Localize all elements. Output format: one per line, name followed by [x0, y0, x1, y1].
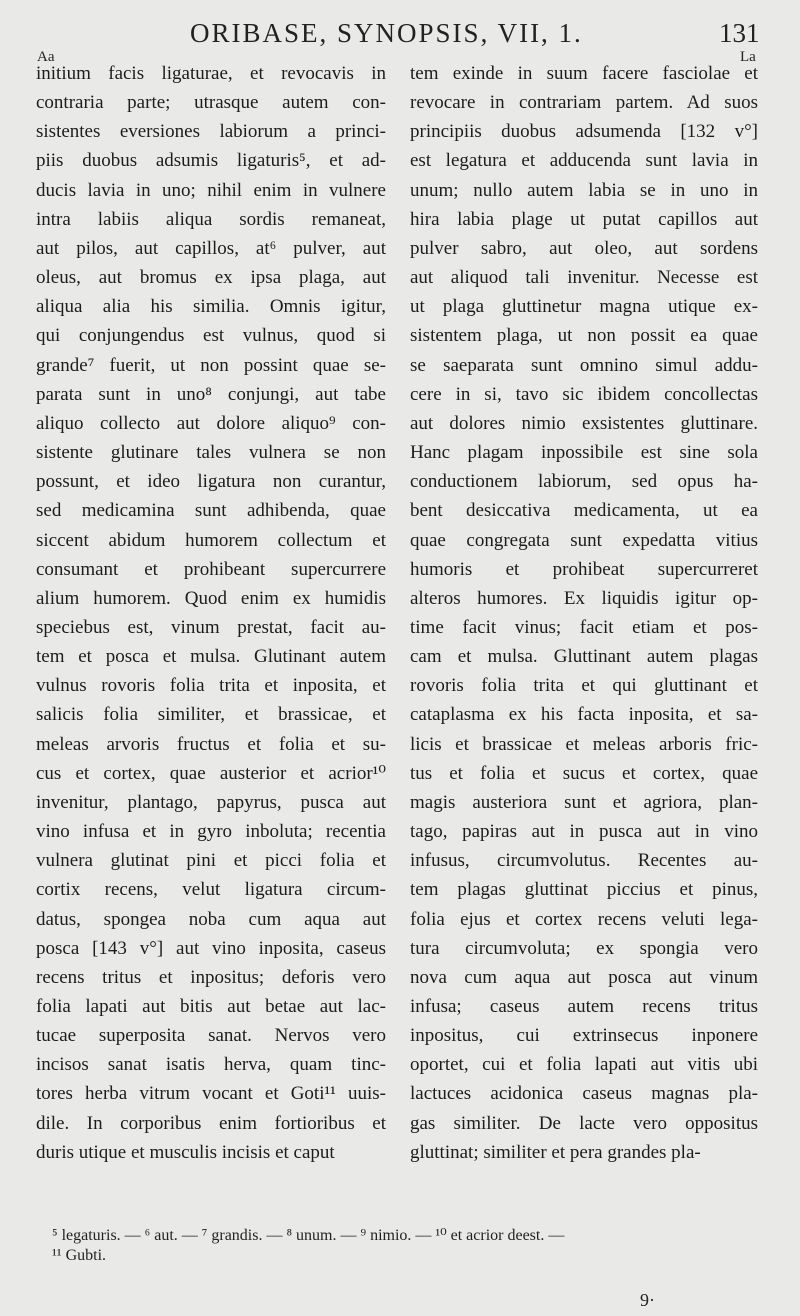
text-line: intra labiis aliqua sordis remaneat, [36, 208, 386, 230]
text-line: speciebus est, vinum prestat, facit au- [36, 616, 386, 638]
text-line: incisos sanat isatis herva, quam tinc- [36, 1054, 386, 1076]
text-line: time facit vinus; facit etiam et pos- [410, 616, 758, 638]
footnotes [52, 1226, 762, 1266]
text-line: nova cum aqua aut posca aut vinum [410, 966, 758, 988]
text-line: infusa; caseus autem recens tritus [410, 996, 758, 1017]
text-line: alteros humores. Ex liquidis igitur op- [410, 587, 758, 609]
right-text-column [410, 59, 758, 1167]
text-line: tores herba vitrum vocant et Goti¹¹ uuis- [36, 1083, 386, 1105]
text-line: folia lapati aut bitis aut betae aut lac- [36, 996, 386, 1017]
text-line: grande⁷ fuerit, ut non possint quae se- [36, 354, 386, 376]
text-line: hira labia plage ut putat capillos aut [410, 208, 758, 230]
footnote-line: ⁵ legaturis. — ⁶ aut. — ⁷ grandis. — ⁸ unum. — ⁹ nimio. — ¹⁰ et acrior deest. — [52, 1227, 565, 1244]
text-line: parata sunt in uno⁸ conjungi, aut tabe [36, 383, 386, 405]
text-line: tura circumvoluta; ex spongia vero [410, 937, 758, 959]
text-line: est legatura et adducenda sunt lavia in [410, 150, 758, 172]
page-number: 131 [719, 18, 760, 48]
text-line: aliquo collecto aut dolore aliquo⁹ con- [36, 412, 386, 434]
text-line: tago, papiras aut in pusca aut in vino [410, 821, 758, 843]
text-line: cus et cortex, quae austerior et acrior¹⁰ [36, 762, 386, 784]
text-line: vulnera glutinat pini et picci folia et [36, 850, 386, 872]
text-line: principiis duobus adsumenda [132 v°] [410, 121, 758, 143]
right-column-marker: La [740, 49, 756, 65]
text-line: quae congregata sunt expedatta vitius [410, 529, 758, 551]
text-line: tem plagas gluttinat piccius et pinus, [410, 879, 758, 901]
footnote-line: ¹¹ Gubti. [52, 1247, 107, 1264]
text-line: infusus, circumvolutus. Recentes au- [410, 850, 758, 872]
left-column-marker: Aa [37, 49, 55, 65]
text-line: possunt, et ideo ligatura non curantur, [36, 471, 386, 493]
text-line: aut dolores nimio exsistentes gluttinare. [410, 412, 758, 434]
text-line: salicis folia similiter, et brassicae, et [36, 704, 386, 726]
text-line: bent desiccativa medicamenta, ut ea [410, 500, 758, 522]
text-line: aliqua alia his similia. Omnis igitur, [36, 296, 386, 318]
text-line: datus, spongea noba cum aqua aut [36, 908, 386, 930]
text-line: ut plaga gluttinetur magna utique ex- [410, 296, 758, 318]
text-line: cortix recens, velut ligatura circum- [36, 879, 386, 901]
text-line: gas similiter. De lacte vero oppositus [410, 1112, 758, 1134]
text-line: folia ejus et cortex recens veluti lega- [410, 908, 758, 930]
text-line: alium humorem. Quod enim ex humidis [36, 587, 386, 609]
text-line: invenitur, plantago, papyrus, pusca aut [36, 791, 386, 813]
text-line: tucae superposita sanat. Nervos vero [36, 1025, 386, 1047]
text-line: humoris et prohibeat supercurreret [410, 558, 758, 580]
text-line: tem et posca et mulsa. Glutinant autem [36, 646, 386, 668]
text-line: conductionem labiorum, sed opus ha- [410, 471, 758, 493]
text-line: ducis lavia in uno; nihil enim in vulnere [36, 179, 386, 201]
text-line: tus et folia et sucus et cortex, quae [410, 762, 758, 784]
text-line: oportet, cui et folia lapati aut vitis ubi [410, 1054, 758, 1076]
text-line: sistentem plaga, ut non possit ea quae [410, 325, 758, 347]
text-line: rovoris folia trita et qui gluttinant et [410, 675, 758, 697]
text-line: vino infusa et in gyro inboluta; recentia [36, 821, 386, 843]
text-line: siccent abidum humorem collectum et [36, 529, 386, 551]
text-line: meleas arvoris fructus et folia et su- [36, 733, 386, 755]
text-line: licis et brassicae et meleas arboris fric- [410, 733, 758, 755]
text-line: posca [143 v°] aut vino inposita, caseus [36, 937, 386, 959]
text-line: piis duobus adsumis ligaturis⁵, et ad- [36, 150, 386, 172]
text-line: cataplasma ex his facta inposita, et sa- [410, 704, 758, 726]
text-line: revocare in contrariam partem. Ad suos [410, 92, 758, 114]
text-line: vulnus rovoris folia trita et inposita, et [36, 675, 386, 697]
text-line: Hanc plagam inpossibile est sine sola [410, 442, 758, 464]
text-line: duris utique et musculis incisis et caput [36, 1141, 335, 1163]
text-line: pulver sabro, aut oleo, aut sordens [410, 237, 758, 259]
text-line: tem exinde in suum facere fasciolae et [410, 63, 758, 84]
text-line: se saeparata sunt omnino simul addu- [410, 354, 758, 376]
text-line: dile. In corporibus enim fortioribus et [36, 1112, 386, 1134]
text-line: cam et mulsa. Gluttinant autem plagas [410, 646, 758, 668]
text-line: inpositus, cui extrinsecus inponere [410, 1025, 758, 1047]
text-line: recens tritus et inpositus; deforis vero [36, 966, 386, 988]
text-line: gluttinat; similiter et pera grandes pla- [410, 1141, 701, 1163]
text-line: oleus, aut bromus ex ipsa plaga, aut [36, 267, 386, 289]
left-text-column [36, 59, 386, 1167]
signature-mark: 9· [640, 1290, 655, 1310]
text-line: sistente glutinare tales vulnera se non [36, 442, 386, 464]
text-line: cere in si, tavo sic ibidem concollectas [410, 383, 758, 405]
text-line: lactuces acidonica caseus magnas pla- [410, 1083, 758, 1105]
text-line: initium facis ligaturae, et revocavis in [36, 63, 386, 84]
text-line: qui conjungendus est vulnus, quod si [36, 325, 386, 347]
text-line: contraria parte; utrasque autem con- [36, 92, 386, 114]
text-line: unum; nullo autem labia se in uno in [410, 179, 758, 201]
text-line: consumant et prohibeant supercurrere [36, 558, 386, 580]
running-title: ORIBASE, SYNOPSIS, VII, 1. [190, 18, 583, 48]
text-line: aut aliquod tali invenitur. Necesse est [410, 267, 758, 289]
text-line: sed medicamina sunt adhibenda, quae [36, 500, 386, 522]
text-line: magis austeriora sunt et agriora, plan- [410, 791, 758, 813]
text-line: sistentes eversiones labiorum a princi- [36, 121, 386, 143]
text-line: aut pilos, aut capillos, at⁶ pulver, aut [36, 237, 386, 259]
